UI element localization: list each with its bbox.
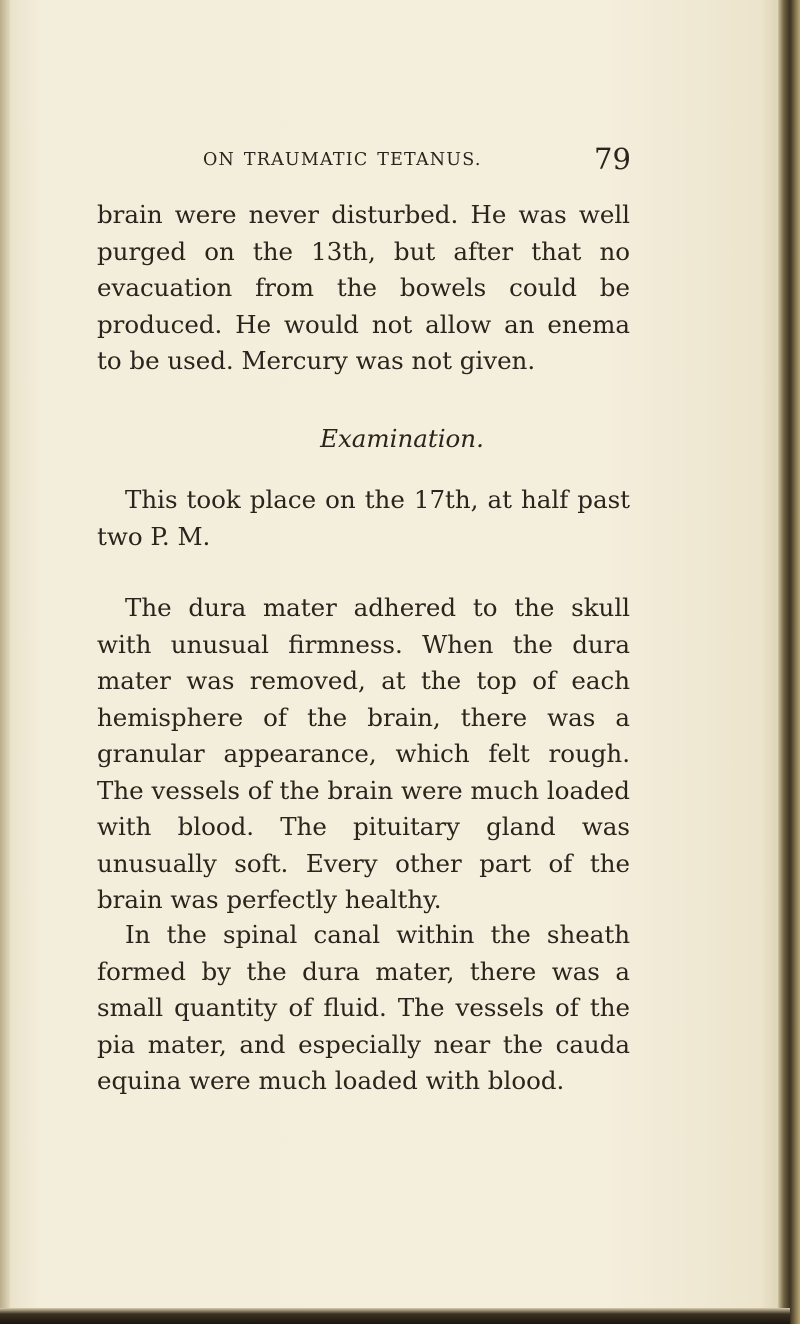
page-left-edge bbox=[0, 0, 10, 1324]
book-binding-edge bbox=[778, 0, 800, 1324]
page-header bbox=[0, 142, 800, 182]
page-number: 79 bbox=[594, 142, 631, 176]
page-bottom-edge bbox=[0, 1308, 790, 1324]
paragraph-examination-time: This took place on the 17th, at half past two P. M. bbox=[97, 485, 630, 551]
running-title: ON TRAUMATIC TETANUS. bbox=[203, 150, 482, 170]
section-heading: Examination. bbox=[320, 424, 484, 453]
paragraph-spinal-findings: In the spinal canal within the sheath formed by the dura mater, there was a small quantity of fluid. The vessels of the pia mater, and especially near the cauda equina were much loaded with blood. bbox=[97, 920, 630, 1095]
paragraph-continued: brain were never disturbed. He was well purged on the 13th, but after that no evacuation from the bowels could be produced. He would not allow an enema to be used. Mercury was not given. bbox=[97, 200, 630, 375]
paragraph-brain-findings: The dura mater adhered to the skull with unusual firmness. When the dura mater was removed, at the top of each hemisphere of the brain, there was a granular appearance, which felt rough. The vessels of the brain were much loaded with blood. The pituitary gland was unusually soft. Every other part of the brain was perfectly healthy. bbox=[97, 593, 630, 914]
